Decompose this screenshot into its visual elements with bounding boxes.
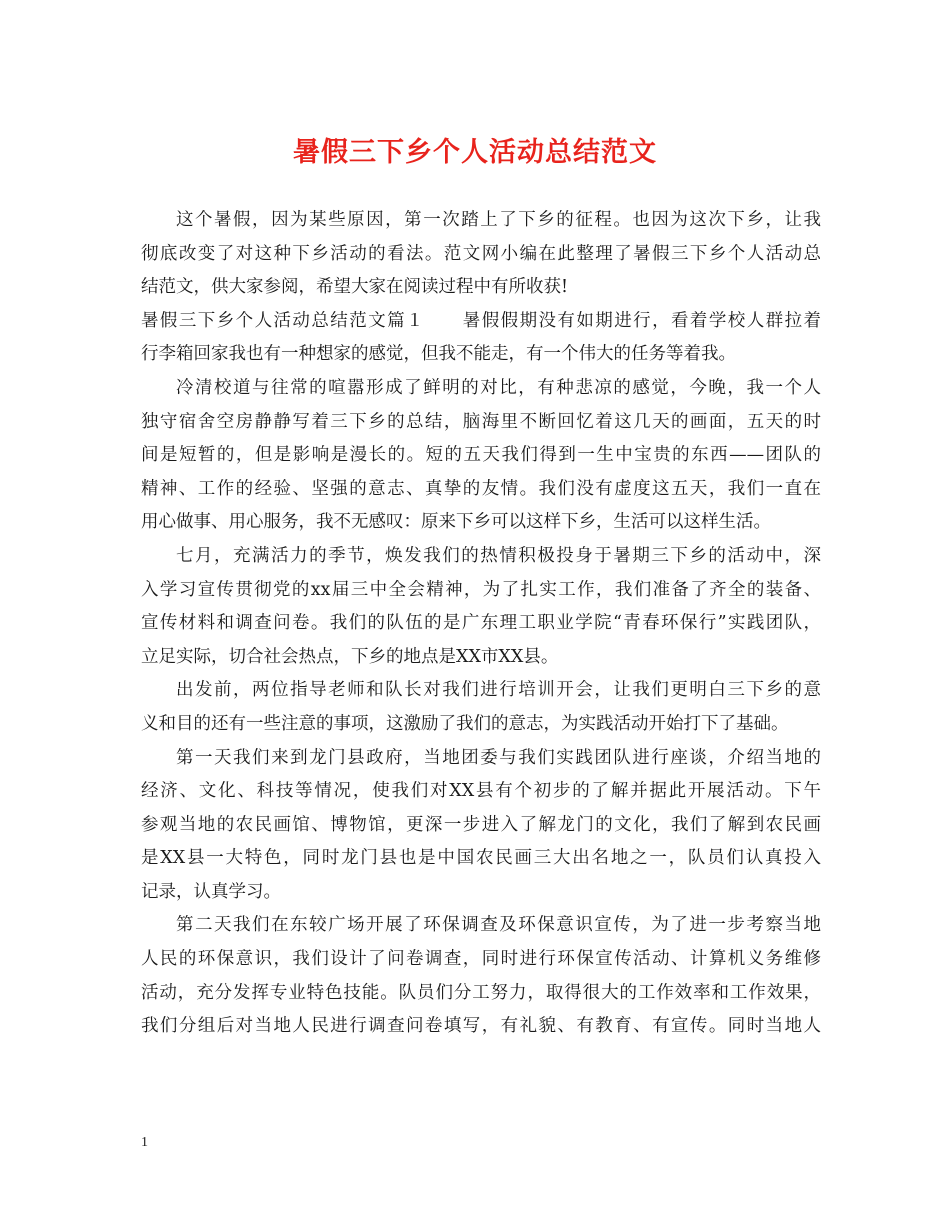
body-text-line: 第二天我们在东较广场开展了环保调查及环保意识宣传，为了进一步考察当地 <box>176 915 821 936</box>
body-text-line: 人民的环保意识，我们设计了问卷调查，同时进行环保宣传活动、计算机义务维修 <box>141 949 821 970</box>
body-text-line: 是XX县一大特色，同时龙门县也是中国农民画三大出名地之一，队员们认真投入 <box>141 848 821 869</box>
body-text-line: 出发前，两位指导老师和队长对我们进行培训开会，让我们更明白三下乡的意 <box>176 680 821 701</box>
body-text-line: 入学习宣传贯彻党的xx届三中全会精神，为了扎实工作，我们准备了齐全的装备、 <box>141 579 821 600</box>
body-text-line: 间是短暂的，但是影响是漫长的。短的五天我们得到一生中宝贵的东西——团队的 <box>141 445 821 466</box>
body-text-line: 七月，充满活力的季节，焕发我们的热情积极投身于暑期三下乡的活动中，深 <box>176 545 821 566</box>
body-text-line: 第一天我们来到龙门县政府，当地团委与我们实践团队进行座谈，介绍当地的 <box>176 747 821 768</box>
body-text-line: 活动，充分发挥专业特色技能。队员们分工努力，取得很大的工作效率和工作效果， <box>141 982 821 1003</box>
body-text-line: 我们分组后对当地人民进行调查问卷填写，有礼貌、有教育、有宣传。同时当地人 <box>141 1016 821 1037</box>
body-text-line: 义和目的还有一些注意的事项，这激励了我们的意志，为实践活动开始打下了基础。 <box>141 713 789 734</box>
body-text-line: 参观当地的农民画馆、博物馆，更深一步进入了解龙门的文化，我们了解到农民画 <box>141 814 821 835</box>
body-text-line: 独守宿舍空房静静写着三下乡的总结，脑海里不断回忆着这几天的画面，五天的时 <box>141 411 821 432</box>
body-text-line: 宣传材料和调查问卷。我们的队伍的是广东理工职业学院“青春环保行”实践团队， <box>141 613 821 634</box>
document-title: 暑假三下乡个人活动总结范文 <box>293 137 657 168</box>
body-text-line: 冷清校道与往常的喧嚣形成了鲜明的对比，有种悲凉的感觉，今晚，我一个人 <box>176 377 821 398</box>
body-text-line: 暑假三下乡个人活动总结范文篇１ 暑假假期没有如期进行，看着学校人群拉着 <box>141 310 821 331</box>
body-text-line: 行李箱回家我也有一种想家的感觉，但我不能走，有一个伟大的任务等着我。 <box>141 344 736 365</box>
body-text-line: 结范文，供大家参阅，希望大家在阅读过程中有所收获! <box>141 277 569 298</box>
body-text-line: 这个暑假，因为某些原因，第一次踏上了下乡的征程。也因为这次下乡，让我 <box>176 210 821 230</box>
body-text-line: 经济、文化、科技等情况，使我们对XX县有个初步的了解并据此开展活动。下午 <box>141 781 821 802</box>
body-text-line: 记录，认真学习。 <box>141 881 281 902</box>
body-text-line: 彻底改变了对这种下乡活动的看法。范文网小编在此整理了暑假三下乡个人活动总 <box>141 243 821 264</box>
body-text-line: 立足实际，切合社会热点，下乡的地点是XX市XX县。 <box>141 646 559 667</box>
page-number: 1 <box>141 1135 148 1150</box>
body-text-line: 用心做事、用心服务，我不无感叹：原来下乡可以这样下乡，生活可以这样生活。 <box>141 512 771 533</box>
document-body <box>141 204 821 1044</box>
body-text-line: 精神、工作的经验、坚强的意志、真挚的友情。我们没有虚度这五天，我们一直在 <box>141 478 821 499</box>
